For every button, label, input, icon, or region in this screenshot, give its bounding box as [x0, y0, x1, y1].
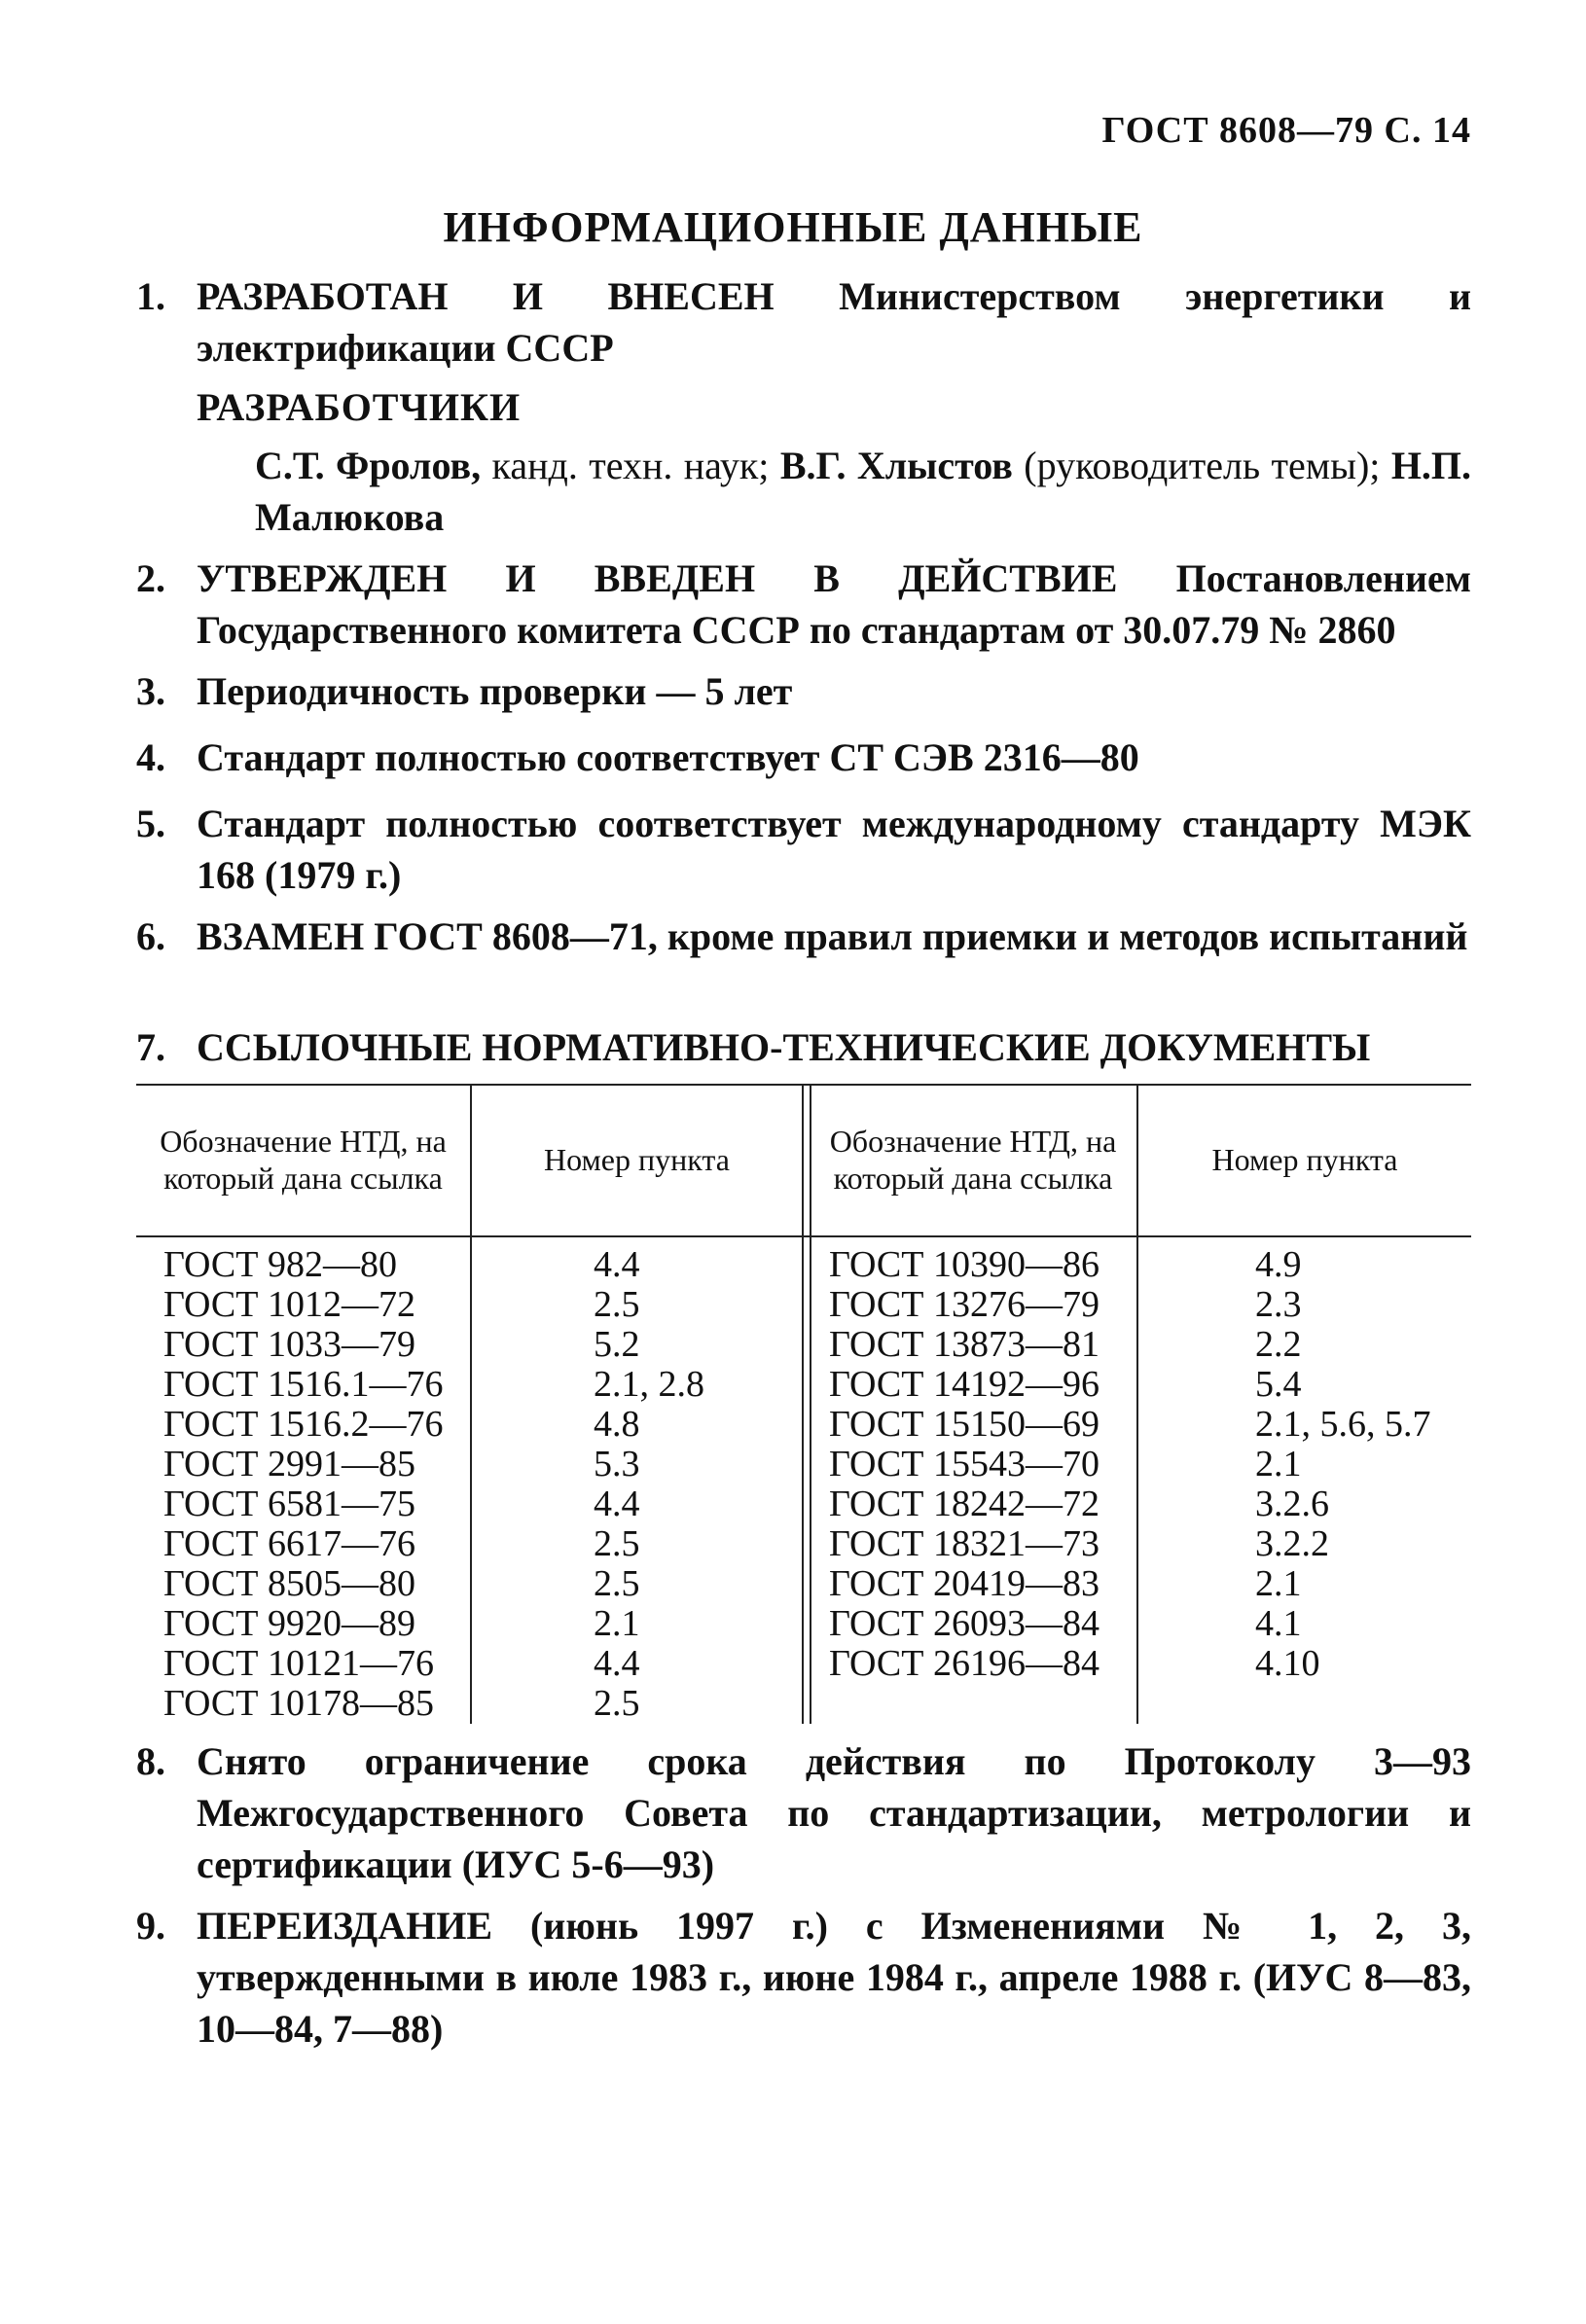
header-document-right: Обозначение НТД, на который дана ссылка [829, 1124, 1117, 1196]
developers-heading: РАЗРАБОТЧИКИ [197, 385, 522, 429]
table-cell-document: ГОСТ 10390—86 [829, 1244, 1099, 1285]
table-cell-document: ГОСТ 26196—84 [829, 1643, 1099, 1684]
table-cell-clause: 2.1, 2.8 [594, 1364, 704, 1405]
header-clause-right: Номер пункта [1211, 1142, 1398, 1177]
header-document-left: Обозначение НТД, на который дана ссылка [160, 1124, 447, 1196]
item-text: Стандарт полностью соответствует СТ СЭВ 2316—80 [197, 735, 1139, 779]
table-cell-clause: 2.5 [594, 1284, 640, 1325]
table-cell-clause: 3.2.2 [1255, 1523, 1329, 1564]
table-cell-clause: 5.2 [594, 1324, 640, 1365]
table-cell-clause: 2.1 [594, 1603, 640, 1644]
table-cell-clause: 2.5 [594, 1563, 640, 1604]
developer-role: (руководитель темы); [1024, 444, 1381, 487]
table-cell-clause: 3.2.6 [1255, 1484, 1329, 1524]
table-cell-document: ГОСТ 10178—85 [163, 1683, 434, 1724]
table-cell-clause: 4.4 [594, 1244, 640, 1285]
item-number: 5. [136, 802, 165, 845]
table-cell-clause: 2.1, 5.6, 5.7 [1255, 1404, 1431, 1445]
item-text: кроме правил приемки и методов испытаний [667, 914, 1468, 958]
document-title: ИНФОРМАЦИОННЫЕ ДАННЫЕ [443, 203, 1143, 251]
item-number: 6. [136, 914, 165, 958]
table-cell-clause: 5.3 [594, 1444, 640, 1484]
table-cell-document: ГОСТ 26093—84 [829, 1603, 1099, 1644]
right-document-column [829, 1245, 1099, 1684]
left-clause-column [594, 1245, 704, 1724]
developer-name: С.Т. Фролов, [255, 444, 482, 487]
item-number: 2. [136, 556, 165, 600]
table-cell-clause: 4.8 [594, 1404, 640, 1445]
table-cell-clause: 4.4 [594, 1643, 640, 1684]
item-number: 1. [136, 274, 165, 318]
table-cell-document: ГОСТ 13873—81 [829, 1324, 1099, 1365]
table-cell-clause: 5.4 [1255, 1364, 1302, 1405]
item-number: 4. [136, 735, 165, 779]
item-body [197, 553, 1471, 656]
item-lead: РАЗРАБОТАН И ВНЕСЕН [197, 274, 775, 318]
table-cell-document: ГОСТ 1516.2—76 [163, 1404, 444, 1445]
item-text: (июнь 1997 г.) с Изменениями № 1, 2, 3, утвержденными в июле 1983 г., июне 1984 г., апреле 1988 г. (ИУС 8—83, 10—84, 7—88) [197, 1904, 1471, 2051]
item-body [197, 270, 1471, 374]
table-cell-document: ГОСТ 9920—89 [163, 1603, 415, 1644]
table-cell-document: ГОСТ 10121—76 [163, 1643, 434, 1684]
table-cell-document: ГОСТ 15543—70 [829, 1444, 1099, 1484]
item-text: ССЫЛОЧНЫЕ НОРМАТИВНО-ТЕХНИЧЕСКИЕ ДОКУМЕНТЫ [197, 1025, 1371, 1069]
table-cell-document: ГОСТ 2991—85 [163, 1444, 415, 1484]
table-cell-clause: 2.2 [1255, 1324, 1302, 1365]
item-number: 8. [136, 1739, 165, 1783]
table-cell-clause: 2.1 [1255, 1444, 1302, 1484]
table-cell-document: ГОСТ 18321—73 [829, 1523, 1099, 1564]
item-text: Стандарт полностью соответствует международному стандарту МЭК 168 (1979 г.) [197, 802, 1471, 897]
table-cell-clause: 2.3 [1255, 1284, 1302, 1325]
table-cell-document: ГОСТ 8505—80 [163, 1563, 415, 1604]
table-cell-clause: 2.5 [594, 1683, 640, 1724]
table-cell-document: ГОСТ 982—80 [163, 1244, 397, 1285]
developer-name: В.Г. Хлыстов [779, 444, 1013, 487]
table-cell-document: ГОСТ 1516.1—76 [163, 1364, 444, 1405]
item-lead: УТВЕРЖДЕН И ВВЕДЕН В ДЕЙСТВИЕ [197, 556, 1118, 600]
item-lead: ПЕРЕИЗДАНИЕ [197, 1904, 493, 1948]
table-cell-document: ГОСТ 18242—72 [829, 1484, 1099, 1524]
left-document-column [163, 1245, 444, 1724]
table-cell-clause: 2.1 [1255, 1563, 1302, 1604]
item-text: Министерством энергетики и электрификации СССР [197, 274, 1471, 370]
table-cell-clause: 2.5 [594, 1523, 640, 1564]
table-cell-clause: 4.4 [594, 1484, 640, 1524]
item-body [197, 911, 1471, 962]
reference-documents-table [136, 1084, 1471, 1724]
header-clause-left: Номер пункта [544, 1142, 730, 1177]
developer-name: Н.П. Малюкова [255, 444, 1472, 539]
table-cell-clause: 4.1 [1255, 1603, 1302, 1644]
table-cell-document: ГОСТ 6581—75 [163, 1484, 415, 1524]
item-body [197, 1900, 1471, 2055]
table-cell-document: ГОСТ 14192—96 [829, 1364, 1099, 1405]
right-clause-column [1255, 1245, 1431, 1684]
item-text: Периодичность проверки — 5 лет [197, 669, 793, 713]
page-header: ГОСТ 8608—79 С. 14 [1101, 110, 1471, 151]
table-cell-clause: 4.10 [1255, 1643, 1320, 1684]
item-number: 9. [136, 1904, 165, 1948]
table-cell-document: ГОСТ 15150—69 [829, 1404, 1099, 1445]
developer-role: канд. техн. наук; [491, 444, 770, 487]
item-text: Снято ограничение срока действия по Протоколу 3—93 Межгосударственного Совета по стандартизации, метрологии и сертификации (ИУС 5-6—93) [197, 1739, 1471, 1886]
table-cell-document: ГОСТ 1012—72 [163, 1284, 415, 1325]
item-number: 7. [136, 1025, 165, 1069]
table-cell-document: ГОСТ 20419—83 [829, 1563, 1099, 1604]
item-lead: ВЗАМЕН ГОСТ 8608—71, [197, 914, 658, 958]
item-text: Постановлением Государственного комитета СССР по стандартам от 30.07.79 № 2860 [197, 556, 1472, 652]
table-cell-document: ГОСТ 6617—76 [163, 1523, 415, 1564]
developers-list [255, 440, 1471, 543]
table-cell-document: ГОСТ 13276—79 [829, 1284, 1099, 1325]
table-cell-document: ГОСТ 1033—79 [163, 1324, 415, 1365]
item-number: 3. [136, 669, 165, 713]
table-cell-clause: 4.9 [1255, 1244, 1302, 1285]
